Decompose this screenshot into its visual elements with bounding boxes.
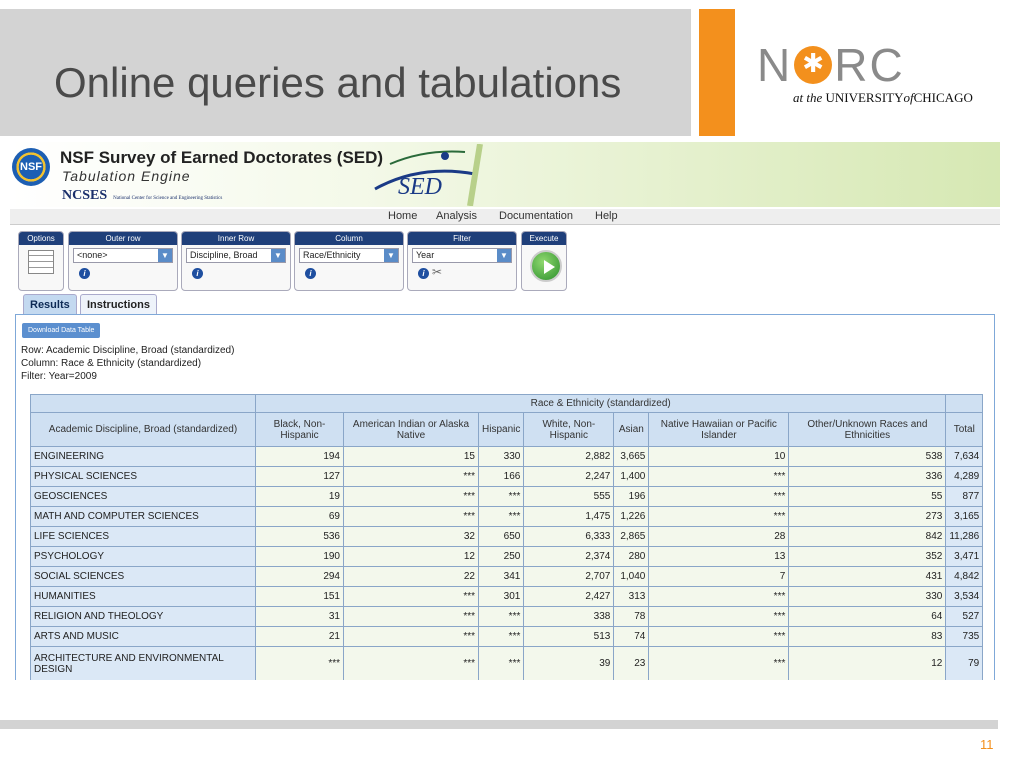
- value-cell: 78: [614, 607, 649, 627]
- ncses-full-name: National Center for Science and Engineering Statistics: [113, 196, 223, 201]
- table-row: [31, 547, 983, 567]
- value-cell: 196: [614, 487, 649, 507]
- row-label: PSYCHOLOGY: [31, 547, 256, 567]
- norc-star-icon: [794, 46, 832, 84]
- slide-title: Online queries and tabulations: [54, 59, 622, 106]
- inner-row-label: Inner Row: [182, 232, 290, 245]
- value-cell: 13: [649, 547, 789, 567]
- total-cell: 4,289: [946, 467, 983, 487]
- value-cell: ***: [649, 627, 789, 647]
- table-row: [31, 507, 983, 527]
- value-cell: 3,665: [614, 447, 649, 467]
- value-cell: ***: [256, 647, 344, 681]
- value-cell: 2,427: [524, 587, 614, 607]
- total-cell: 3,534: [946, 587, 983, 607]
- total-cell: 4,842: [946, 567, 983, 587]
- filter-panel: [407, 231, 517, 291]
- value-cell: 341: [479, 567, 524, 587]
- value-cell: 151: [256, 587, 344, 607]
- value-cell: 336: [789, 467, 946, 487]
- value-cell: 536: [256, 527, 344, 547]
- info-icon[interactable]: i: [79, 268, 90, 279]
- total-cell: 79: [946, 647, 983, 681]
- value-cell: ***: [479, 627, 524, 647]
- value-cell: 22: [344, 567, 479, 587]
- column-header: Native Hawaiian or Pacific Islander: [649, 413, 789, 447]
- total-cell: 11,286: [946, 527, 983, 547]
- value-cell: 23: [614, 647, 649, 681]
- value-cell: 1,040: [614, 567, 649, 587]
- value-cell: ***: [479, 507, 524, 527]
- chevron-down-icon[interactable]: ▼: [497, 249, 511, 262]
- table-row: [31, 607, 983, 627]
- value-cell: 352: [789, 547, 946, 567]
- column-description: Column: Race & Ethnicity (standardized): [21, 358, 202, 369]
- row-description: Row: Academic Discipline, Broad (standardized): [21, 345, 235, 356]
- column-header: American Indian or Alaska Native: [344, 413, 479, 447]
- inner-row-panel: [181, 231, 291, 291]
- value-cell: 190: [256, 547, 344, 567]
- value-cell: 250: [479, 547, 524, 567]
- table-row: [31, 527, 983, 547]
- value-cell: ***: [649, 587, 789, 607]
- value-cell: 2,865: [614, 527, 649, 547]
- value-cell: 338: [524, 607, 614, 627]
- chevron-down-icon[interactable]: ▼: [158, 249, 172, 262]
- value-cell: 10: [649, 447, 789, 467]
- value-cell: 650: [479, 527, 524, 547]
- value-cell: 39: [524, 647, 614, 681]
- value-cell: 15: [344, 447, 479, 467]
- outer-row-value: <none>: [77, 250, 108, 260]
- row-label: LIFE SCIENCES: [31, 527, 256, 547]
- norc-logo-subtitle: [757, 90, 997, 106]
- norc-logo-rc: RC: [834, 39, 905, 91]
- row-dimension-header: Academic Discipline, Broad (standardized): [31, 413, 256, 447]
- chevron-down-icon[interactable]: ▼: [384, 249, 398, 262]
- table-corner-cell: [31, 395, 256, 413]
- norc-sub-of: of: [903, 90, 914, 105]
- download-data-table-button[interactable]: Download Data Table: [22, 323, 100, 338]
- info-icon[interactable]: i: [192, 268, 203, 279]
- value-cell: 21: [256, 627, 344, 647]
- norc-logo-n: N: [757, 39, 793, 91]
- row-label: GEOSCIENCES: [31, 487, 256, 507]
- total-cell: 3,165: [946, 507, 983, 527]
- value-cell: ***: [649, 507, 789, 527]
- table-row: [31, 627, 983, 647]
- column-value: Race/Ethnicity: [303, 250, 361, 260]
- column-select[interactable]: [299, 248, 399, 263]
- column-panel: [294, 231, 404, 291]
- value-cell: ***: [479, 487, 524, 507]
- table-row: [31, 467, 983, 487]
- total-cell: 527: [946, 607, 983, 627]
- value-cell: 842: [789, 527, 946, 547]
- filter-description: Filter: Year=2009: [21, 371, 97, 382]
- value-cell: 280: [614, 547, 649, 567]
- norc-sub-main: UNIVERSITY: [825, 90, 904, 105]
- column-header: Asian: [614, 413, 649, 447]
- value-cell: 166: [479, 467, 524, 487]
- value-cell: ***: [344, 647, 479, 681]
- column-header: White, Non-Hispanic: [524, 413, 614, 447]
- sed-logo-text: SED: [398, 174, 442, 200]
- nav-home[interactable]: Home: [388, 210, 418, 222]
- table-row: [31, 587, 983, 607]
- results-panel: [15, 314, 995, 680]
- value-cell: 127: [256, 467, 344, 487]
- value-cell: 12: [344, 547, 479, 567]
- value-cell: 74: [614, 627, 649, 647]
- value-cell: ***: [649, 647, 789, 681]
- row-label: RELIGION AND THEOLOGY: [31, 607, 256, 627]
- row-label: PHYSICAL SCIENCES: [31, 467, 256, 487]
- slide-title-band: [0, 9, 691, 136]
- value-cell: 313: [614, 587, 649, 607]
- norc-sub-prefix: at the: [793, 90, 823, 105]
- value-cell: 301: [479, 587, 524, 607]
- race-ethnicity-group-header: Race & Ethnicity (standardized): [256, 395, 946, 413]
- value-cell: 1,475: [524, 507, 614, 527]
- info-icon[interactable]: i: [305, 268, 316, 279]
- tabulation-engine-screenshot: [10, 142, 1000, 680]
- column-header: Other/Unknown Races and Ethnicities: [789, 413, 946, 447]
- value-cell: 55: [789, 487, 946, 507]
- row-label: SOCIAL SCIENCES: [31, 567, 256, 587]
- total-cell: 735: [946, 627, 983, 647]
- execute-panel: [521, 231, 567, 291]
- value-cell: 194: [256, 447, 344, 467]
- top-navbar: [10, 209, 1000, 225]
- value-cell: 7: [649, 567, 789, 587]
- tab-instructions[interactable]: Instructions: [80, 294, 157, 314]
- value-cell: 273: [789, 507, 946, 527]
- app-title: NSF Survey of Earned Doctorates (SED): [60, 148, 384, 167]
- options-label: Options: [19, 232, 63, 245]
- app-subtitle: Tabulation Engine: [62, 168, 191, 184]
- value-cell: 28: [649, 527, 789, 547]
- column-header: Hispanic: [479, 413, 524, 447]
- row-label: ARTS AND MUSIC: [31, 627, 256, 647]
- total-cell: 877: [946, 487, 983, 507]
- value-cell: ***: [344, 627, 479, 647]
- outer-row-select[interactable]: [73, 248, 173, 263]
- table-row: [31, 447, 983, 467]
- execute-label: Execute: [522, 232, 566, 245]
- ncses-acronym: NCSES: [62, 188, 108, 203]
- value-cell: 6,333: [524, 527, 614, 547]
- value-cell: 555: [524, 487, 614, 507]
- filter-label: Filter: [408, 232, 516, 245]
- value-cell: 294: [256, 567, 344, 587]
- total-cell: 7,634: [946, 447, 983, 467]
- value-cell: 1,226: [614, 507, 649, 527]
- value-cell: 2,374: [524, 547, 614, 567]
- value-cell: ***: [479, 607, 524, 627]
- value-cell: 31: [256, 607, 344, 627]
- value-cell: 330: [479, 447, 524, 467]
- value-cell: 19: [256, 487, 344, 507]
- nav-documentation[interactable]: Documentation: [499, 210, 573, 222]
- column-header: Black, Non-Hispanic: [256, 413, 344, 447]
- value-cell: 1,400: [614, 467, 649, 487]
- value-cell: 538: [789, 447, 946, 467]
- row-label: MATH AND COMPUTER SCIENCES: [31, 507, 256, 527]
- value-cell: ***: [649, 467, 789, 487]
- table-row: [31, 647, 983, 681]
- table-row: [31, 487, 983, 507]
- row-label: HUMANITIES: [31, 587, 256, 607]
- nav-help[interactable]: Help: [595, 210, 618, 222]
- inner-row-select[interactable]: [186, 248, 286, 263]
- value-cell: 64: [789, 607, 946, 627]
- value-cell: 2,882: [524, 447, 614, 467]
- outer-row-panel: [68, 231, 178, 291]
- filter-select[interactable]: [412, 248, 512, 263]
- results-table: [30, 394, 983, 680]
- value-cell: ***: [344, 507, 479, 527]
- value-cell: ***: [344, 587, 479, 607]
- nav-analysis[interactable]: Analysis: [436, 210, 477, 222]
- table-row: [31, 567, 983, 587]
- inner-row-value: Discipline, Broad: [190, 250, 258, 260]
- value-cell: 2,707: [524, 567, 614, 587]
- norc-logo: [757, 39, 997, 106]
- value-cell: 2,247: [524, 467, 614, 487]
- value-cell: ***: [649, 487, 789, 507]
- filter-value: Year: [416, 250, 435, 260]
- value-cell: ***: [344, 487, 479, 507]
- slide-page-number: 11: [980, 737, 994, 752]
- value-cell: ***: [344, 467, 479, 487]
- nsf-logo-icon: NSF: [12, 148, 50, 186]
- orange-accent-bar: [699, 9, 735, 136]
- execute-play-button[interactable]: [530, 250, 562, 282]
- value-cell: 83: [789, 627, 946, 647]
- options-panel: [18, 231, 64, 291]
- value-cell: ***: [344, 607, 479, 627]
- app-header: [10, 142, 1000, 207]
- slide-bottom-bar: [0, 720, 998, 729]
- value-cell: 69: [256, 507, 344, 527]
- row-label: ARCHITECTURE AND ENVIRONMENTAL DESIGN: [31, 647, 256, 681]
- tools-icon[interactable]: ✂: [432, 265, 443, 279]
- value-cell: 431: [789, 567, 946, 587]
- sed-logo: [370, 144, 490, 206]
- row-label: ENGINEERING: [31, 447, 256, 467]
- value-cell: 12: [789, 647, 946, 681]
- info-icon[interactable]: i: [418, 268, 429, 279]
- norc-sub-end: CHICAGO: [913, 90, 973, 105]
- outer-row-label: Outer row: [69, 232, 177, 245]
- table-options-icon[interactable]: [28, 250, 54, 274]
- total-cell: 3,471: [946, 547, 983, 567]
- chevron-down-icon[interactable]: ▼: [271, 249, 285, 262]
- value-cell: ***: [649, 607, 789, 627]
- column-header: Total: [946, 413, 983, 447]
- value-cell: 32: [344, 527, 479, 547]
- column-label: Column: [295, 232, 403, 245]
- table-corner-cell: [946, 395, 983, 413]
- tab-results[interactable]: Results: [23, 294, 77, 314]
- value-cell: 513: [524, 627, 614, 647]
- value-cell: 330: [789, 587, 946, 607]
- value-cell: ***: [479, 647, 524, 681]
- ncses-logo: [62, 188, 222, 204]
